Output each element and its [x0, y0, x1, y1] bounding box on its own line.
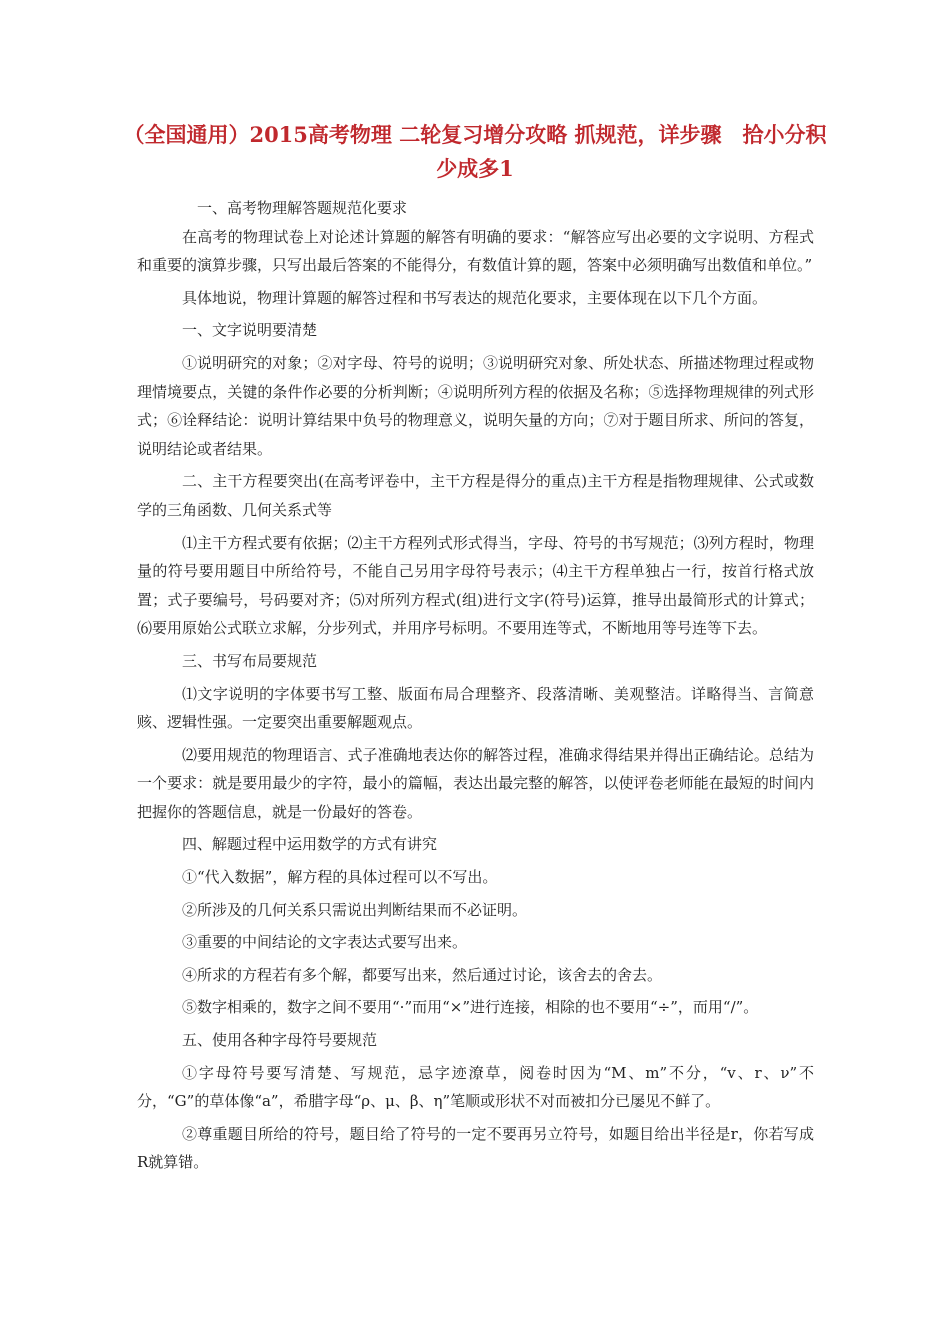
list-item: ②尊重题目所给的符号，题目给了符号的一定不要再另立符号，如题目给出半径是r，你若写成R就算错。	[137, 1124, 814, 1172]
paragraph: 具体地说，物理计算题的解答过程和书写表达的规范化要求，主要体现在以下几个方面。	[182, 288, 768, 307]
list-item: ①字母符号要写清楚、写规范，忌字迹潦草，阅卷时因为“M、m”不分，“v、r、ν”不分，“G”的草体像“a”，希腊字母“ρ、μ、β、η”笔顺或形状不对而被扣分已屡见不鲜了。	[137, 1063, 814, 1111]
paragraph: 在高考的物理试卷上对论述计算题的解答有明确的要求：“解答应写出必要的文字说明、方程式和重要的演算步骤，只写出最后答案的不能得分，有数值计算的题，答案中必须明确写出数值和单位。”	[137, 227, 814, 275]
document-body	[137, 194, 814, 1177]
paragraph: ⑴文字说明的字体要书写工整、版面布局合理整齐、段落清晰、美观整洁。详略得当、言简意赅、逻辑性强。一定要突出重要解题观点。	[137, 684, 814, 732]
list-item: ③重要的中间结论的文字表达式要写出来。	[182, 933, 468, 952]
section-heading: 四、解题过程中运用数学的方式有讲究	[182, 835, 438, 854]
paragraph: ⑴主干方程式要有依据；⑵主干方程列式形式得当，字母、符号的书写规范；⑶列方程时，物理量的符号要用题目中所给符号，不能自己另用字母符号表示；⑷主干方程单独占一行，按首行格式放置；式子要编号，号码要对齐；⑸对所列方程式(组)进行文字(符号)运算，推导出最简形式的计算式；⑹要用原始公式联立求解，分步列式，并用序号标明。不要用连等式，不断地用等号连等下去。	[137, 533, 814, 638]
list-item: ②所涉及的几何关系只需说出判断结果而不必证明。	[182, 900, 528, 919]
list-item: ④所求的方程若有多个解，都要写出来，然后通过讨论，该舍去的舍去。	[182, 965, 663, 984]
section-heading: 一、文字说明要清楚	[182, 321, 318, 340]
section-heading: 一、高考物理解答题规范化要求	[197, 199, 408, 217]
document-title: （全国通用）2015高考物理 二轮复习增分攻略 抓规范，详步骤 拾小分积少成多1	[123, 122, 827, 181]
section-heading: 五、使用各种字母符号要规范	[182, 1031, 378, 1050]
paragraph: ①说明研究的对象；②对字母、符号的说明；③说明研究对象、所处状态、所描述物理过程或物理情境要点，关键的条件作必要的分析判断；④说明所列方程的依据及名称；⑤选择物理规律的列式形式；⑥诠释结论：说明计算结果中负号的物理意义，说明矢量的方向；⑦对于题目所求、所问的答复，说明结论或者结果。	[137, 353, 814, 458]
list-item: ⑤数字相乘的，数字之间不要用“·”而用“×”进行连接，相除的也不要用“÷”，而用“/”。	[182, 998, 759, 1017]
list-item: ①“代入数据”，解方程的具体过程可以不写出。	[182, 868, 498, 887]
section-heading: 三、书写布局要规范	[182, 651, 318, 670]
section-heading: 二、主干方程要突出(在高考评卷中，主干方程是得分的重点)主干方程是指物理规律、公式或数学的三角函数、几何关系式等	[137, 472, 814, 519]
paragraph: ⑵要用规范的物理语言、式子准确地表达你的解答过程，准确求得结果并得出正确结论。总结为一个要求：就是要用最少的字符，最小的篇幅，表达出最完整的解答，以使评卷老师能在最短的时间内把握你的答题信息，就是一份最好的答卷。	[137, 745, 814, 821]
